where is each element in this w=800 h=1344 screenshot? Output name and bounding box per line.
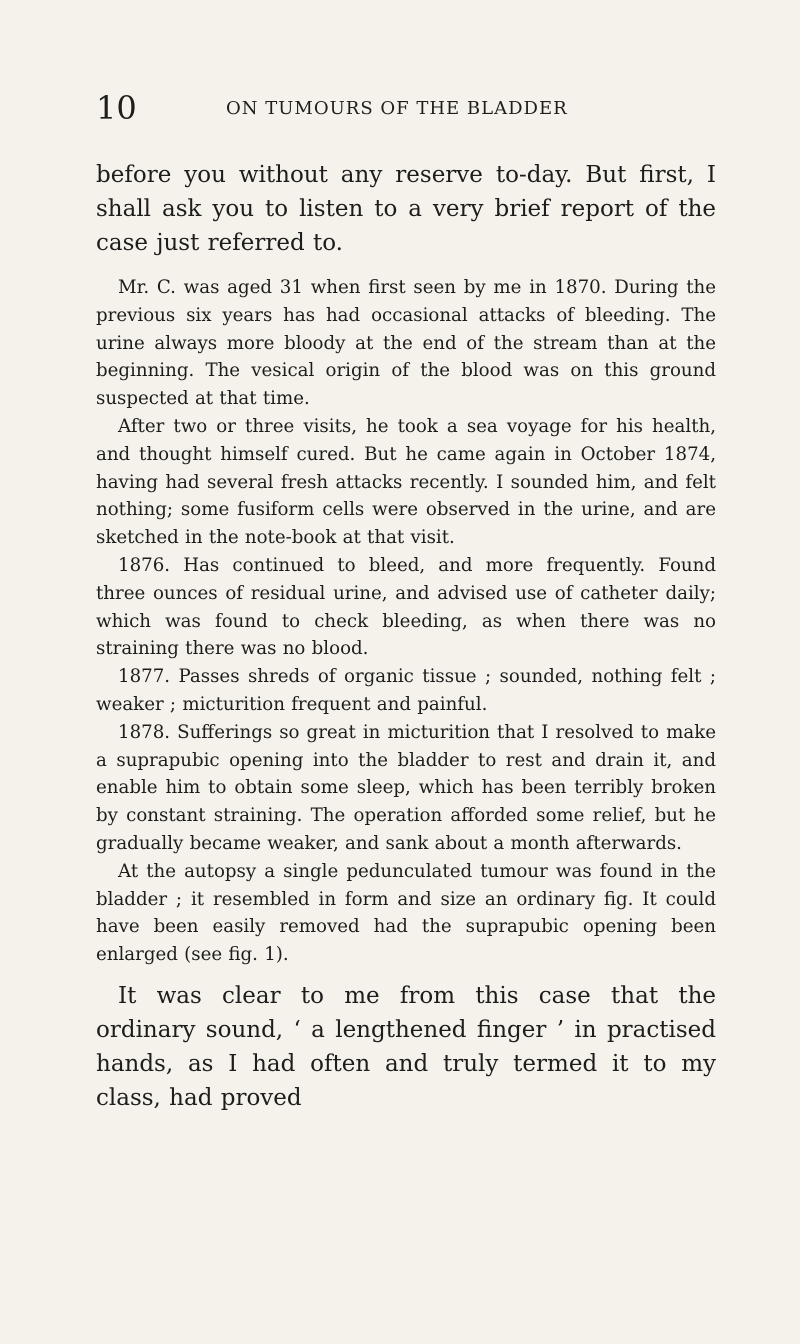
page-header	[96, 88, 716, 128]
opening-paragraph: before you without any reserve to-day. But first, I shall ask you to listen to a very brief report of the case just referred to.	[96, 162, 716, 256]
autopsy-paragraph: At the autopsy a single pedunculated tumour was found in the bladder ; it resembled in form and size an ordinary fig. It could have been easily removed had the suprapubic opening been enlarged (see fig. 1).	[96, 860, 716, 966]
year-1878-paragraph: 1878. Sufferings so great in micturition that I resolved to make a suprapubic opening into the bladder to rest and drain it, and enable him to obtain some sleep, which has been terribly broken by constant straining. The operation afforded some relief, but he gradually became weaker, and sank about a month afterwards.	[96, 721, 716, 854]
page-body	[96, 158, 716, 1115]
closing-paragraph: It was clear to me from this case that the ordinary sound, ‘ a lengthened finger ’ in practised hands, as I had often and truly termed it to my class, had proved	[96, 982, 716, 1111]
case-intro-paragraph: Mr. C. was aged 31 when first seen by me in 1870. During the previous six years has had occasional attacks of bleeding. The urine always more bloody at the end of the stream than at the beginning. The vesical origin of the blood was on this ground suspected at that time.	[96, 277, 716, 410]
running-title: ON TUMOURS OF THE BLADDER	[226, 98, 568, 119]
case-report	[96, 274, 716, 969]
year-1877-paragraph: 1877. Passes shreds of organic tissue ; sounded, nothing felt ; weaker ; micturition frequent and painful.	[96, 666, 716, 715]
visits-paragraph: After two or three visits, he took a sea voyage for his health, and thought himself cured. But he came again in October 1874, having had several fresh attacks recently. I sounded him, and felt nothing; some fusiform cells were observed in the urine, and are sketched in the note-book at that visit.	[96, 415, 716, 549]
page-number: 10	[96, 89, 137, 127]
year-1876-paragraph: 1876. Has continued to bleed, and more frequently. Found three ounces of residual urine, and advised use of catheter daily; which was found to check bleeding, as when there was no straining there was no blood.	[96, 554, 716, 660]
